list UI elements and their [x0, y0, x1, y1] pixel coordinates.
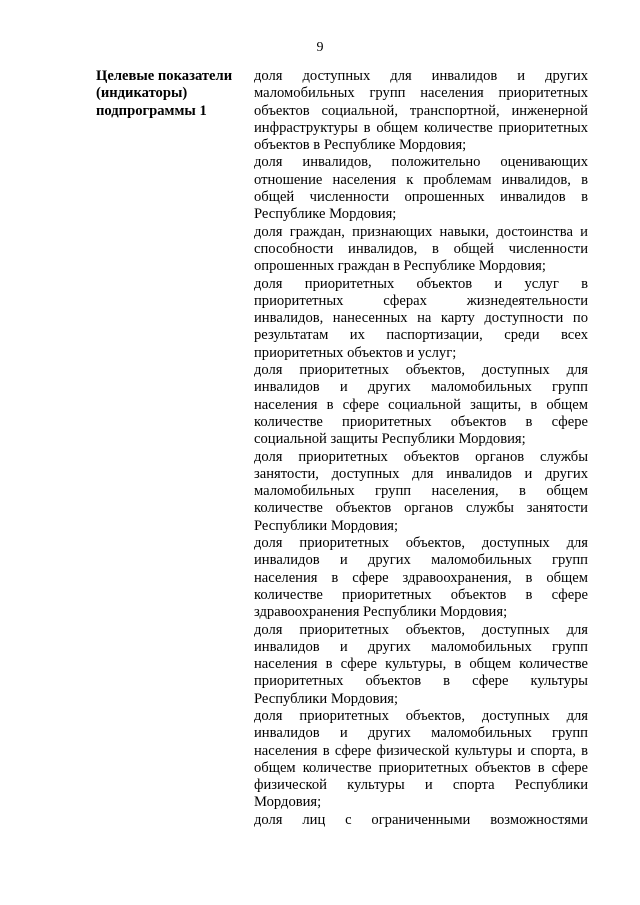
- indicator-item: доля приоритетных объектов, доступных для инвалидов и других маломобильных групп населения в сфере социальной защиты, в общем количестве приоритетных объектов в сфере социальной защиты Республики Мордовия;: [254, 362, 588, 448]
- section-label-line-3: подпрограммы 1: [96, 102, 207, 119]
- indicators-section: [96, 68, 588, 829]
- indicator-item: доля приоритетных объектов, доступных для инвалидов и других маломобильных групп населения в сфере здравоохранения, в общем количестве приоритетных объектов в сфере здравоохранения Республики Мордовия;: [254, 535, 588, 621]
- indicator-item: доля приоритетных объектов, доступных для инвалидов и других маломобильных групп населения в сфере физической культуры и спорта, в общем количестве приоритетных объектов в сфере физической культуры и спорта Республики Мордовия;: [254, 707, 588, 811]
- indicator-item: доля приоритетных объектов и услуг в приоритетных сферах жизнедеятельности инвалидов, нанесенных на карту доступности по результатам их паспортизации, среди всех приоритетных объектов и услуг;: [254, 275, 588, 361]
- indicator-item: доля приоритетных объектов органов службы занятости, доступных для инвалидов и других маломобильных групп населения, в общем количестве объектов органов службы занятости Республики Мордовия;: [254, 448, 588, 534]
- indicator-item: доля доступных для инвалидов и других маломобильных групп населения приоритетных объектов социальной, транспортной, инженерной инфраструктуры в общем количестве приоритетных объектов в Республике Мордовия;: [254, 68, 588, 154]
- section-label-line-2: (индикаторы): [96, 85, 188, 102]
- indicators-list: [254, 68, 588, 829]
- page-number: 9: [316, 40, 324, 55]
- indicator-item: доля инвалидов, положительно оценивающих отношение населения к проблемам инвалидов, в общей численности опрошенных инвалидов в Республике Мордовия;: [254, 154, 588, 223]
- section-label-line-1: Целевые показатели: [96, 68, 233, 84]
- indicator-item-continued: доля лиц с ограниченными возможностями: [254, 811, 588, 828]
- section-label: [96, 68, 254, 829]
- indicator-item: доля приоритетных объектов, доступных для инвалидов и других маломобильных групп населения в сфере культуры, в общем количестве приоритетных объектов в сфере культуры Республики Мордовия;: [254, 621, 588, 707]
- indicator-item: доля граждан, признающих навыки, достоинства и способности инвалидов, в общей численности опрошенных граждан в Республике Мордовия;: [254, 223, 588, 275]
